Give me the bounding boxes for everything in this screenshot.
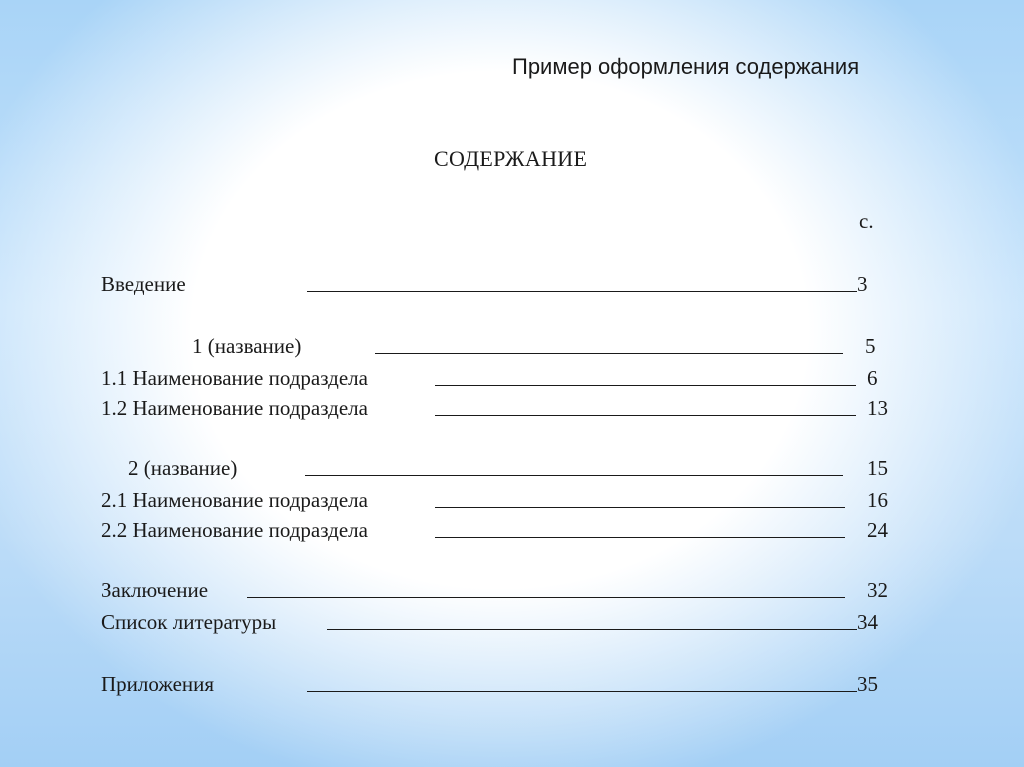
toc-entry <box>101 576 891 604</box>
slide-heading: Пример оформления содержания <box>512 54 860 79</box>
toc-entry <box>101 670 891 698</box>
toc-leader-line <box>307 691 857 692</box>
toc-leader-line <box>435 385 856 386</box>
toc-entry <box>101 516 891 544</box>
toc-entry-page: 13 <box>867 396 888 420</box>
toc-entry <box>101 608 891 636</box>
page-column-label: с. <box>859 209 874 233</box>
toc-entry-page: 6 <box>867 366 878 390</box>
toc-entry-label: 1 (название) <box>192 334 302 358</box>
toc-leader-line <box>435 415 856 416</box>
toc-entry-page: 5 <box>865 334 876 358</box>
toc-entry-label: 2 (название) <box>128 456 238 480</box>
toc-entry-page: 16 <box>867 488 888 512</box>
toc-entry <box>101 270 891 298</box>
toc-leader-line <box>435 507 845 508</box>
toc-entry-page: 3 <box>857 272 868 296</box>
toc-leader-line <box>247 597 845 598</box>
toc-title: СОДЕРЖАНИЕ <box>434 146 588 171</box>
toc-leader-line <box>307 291 857 292</box>
toc-entry <box>101 332 891 360</box>
toc-entry-page: 34 <box>857 610 878 634</box>
toc-entry-label: 2.1 Наименование подраздела <box>101 488 368 512</box>
toc-entry-page: 32 <box>867 578 888 602</box>
toc-entry <box>101 454 891 482</box>
toc-leader-line <box>375 353 843 354</box>
toc-entry-label: 1.1 Наименование подраздела <box>101 366 368 390</box>
toc-entry <box>101 364 891 392</box>
toc-leader-line <box>305 475 843 476</box>
toc-leader-line <box>327 629 857 630</box>
toc-entry <box>101 486 891 514</box>
toc-leader-line <box>435 537 845 538</box>
toc-entry-label: Введение <box>101 272 186 296</box>
toc-entry-label: Приложения <box>101 672 215 696</box>
toc-entry-page: 24 <box>867 518 888 542</box>
toc-entry-label: 2.2 Наименование подраздела <box>101 518 368 542</box>
toc-entry <box>101 394 891 422</box>
toc-entry-label: Заключение <box>101 578 209 602</box>
toc-entry-page: 15 <box>867 456 888 480</box>
toc-entry-label: 1.2 Наименование подраздела <box>101 396 368 420</box>
toc-entry-label: Список литературы <box>101 610 277 634</box>
toc-entry-page: 35 <box>857 672 878 696</box>
